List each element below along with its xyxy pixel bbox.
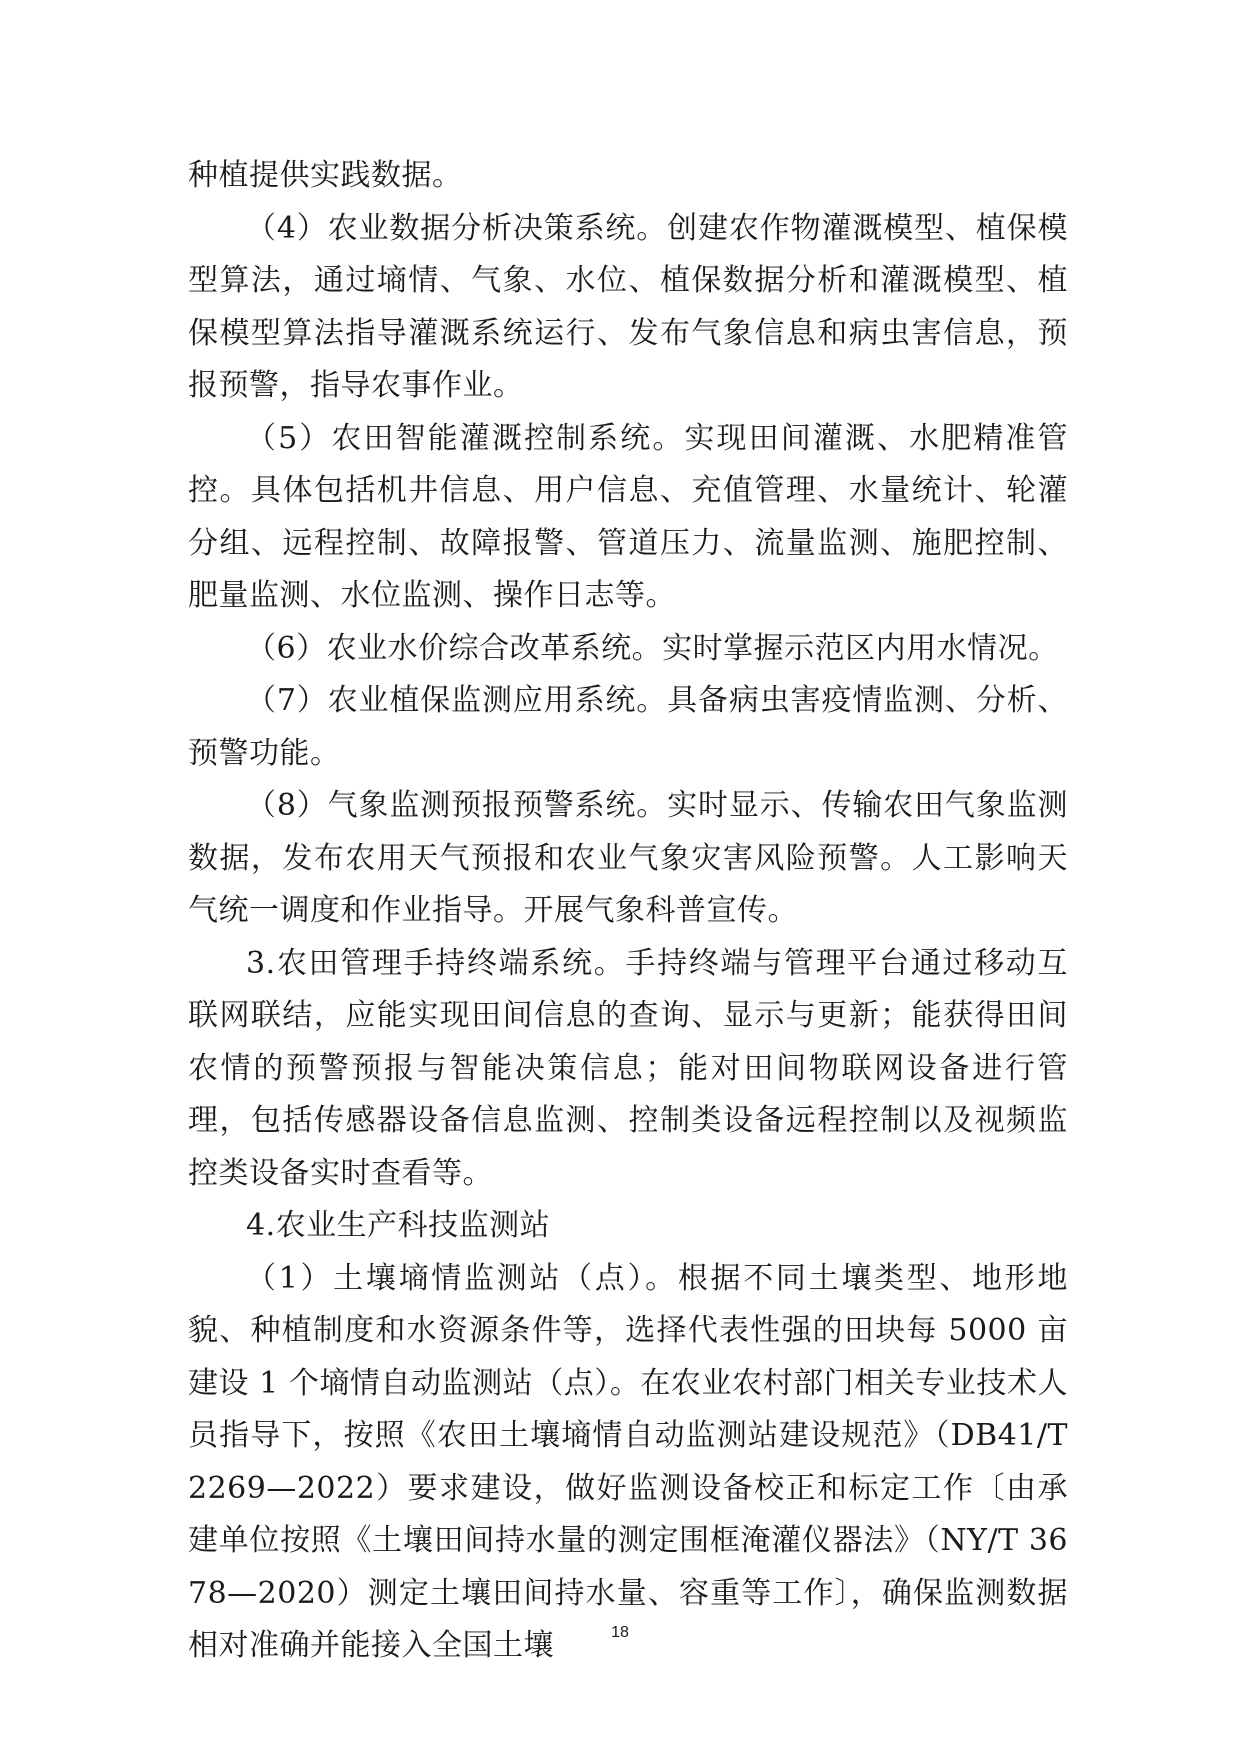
body-text (188, 150, 1068, 1673)
paragraph-item-8-weather-warning: （8）气象监测预报预警系统。实时显示、传输农田气象监测数据，发布农用天气预报和农业气象灾害风险预警。人工影响天气统一调度和作业指导。开展气象科普宣传。 (188, 788, 1068, 928)
paragraph-item-7-plant-protection: （7）农业植保监测应用系统。具备病虫害疫情监测、分析、预警功能。 (188, 683, 1068, 771)
paragraph-item-1-soil-moisture-station: （1）土壤墒情监测站（点）。根据不同土壤类型、地形地貌、种植制度和水资源条件等，选择代表性强的田块每 5000 亩建设 1 个墒情自动监测站（点）。在农业农村部门相关专业技术人员指导下，按照《农田土壤墒情自动监测站建设规范》（DB41/T 2269—2022）要求建设，做好监测设备校正和标定工作〔由承建单位按照《土壤田间持水量的测定围框淹灌仪器法》（NY/T 3678—2020）测定土壤田间持水量、容重等工作〕，确保监测数据相对准确并能接入全国土壤 (188, 1260, 1068, 1663)
paragraph-item-6-water-price: （6）农业水价综合改革系统。实时掌握示范区内用水情况。 (246, 630, 1059, 666)
page-number: 18 (611, 1624, 629, 1641)
paragraph-section-4-heading: 4.农业生产科技监测站 (246, 1208, 551, 1243)
paragraph-item-5-irrigation-control: （5）农田智能灌溉控制系统。实现田间灌溉、水肥精准管控。具体包括机井信息、用户信息、充值管理、水量统计、轮灌分组、远程控制、故障报警、管道压力、流量监测、施肥控制、肥量监测、水位监测、操作日志等。 (188, 420, 1068, 613)
paragraph-item-4-decision-system: （4）农业数据分析决策系统。创建农作物灌溉模型、植保模型算法，通过墒情、气象、水位、植保数据分析和灌溉模型、植保模型算法指导灌溉系统运行、发布气象信息和病虫害信息，预报预警，指导农事作业。 (188, 210, 1068, 403)
paragraph-continuation: 种植提供实践数据。 (188, 158, 463, 193)
paragraph-section-3-handheld-terminal: 3.农田管理手持终端系统。手持终端与管理平台通过移动互联网联结，应能实现田间信息的查询、显示与更新；能获得田间农情的预警预报与智能决策信息；能对田间物联网设备进行管理，包括传感器设备信息监测、控制类设备远程控制以及视频监控类设备实时查看等。 (188, 945, 1068, 1191)
